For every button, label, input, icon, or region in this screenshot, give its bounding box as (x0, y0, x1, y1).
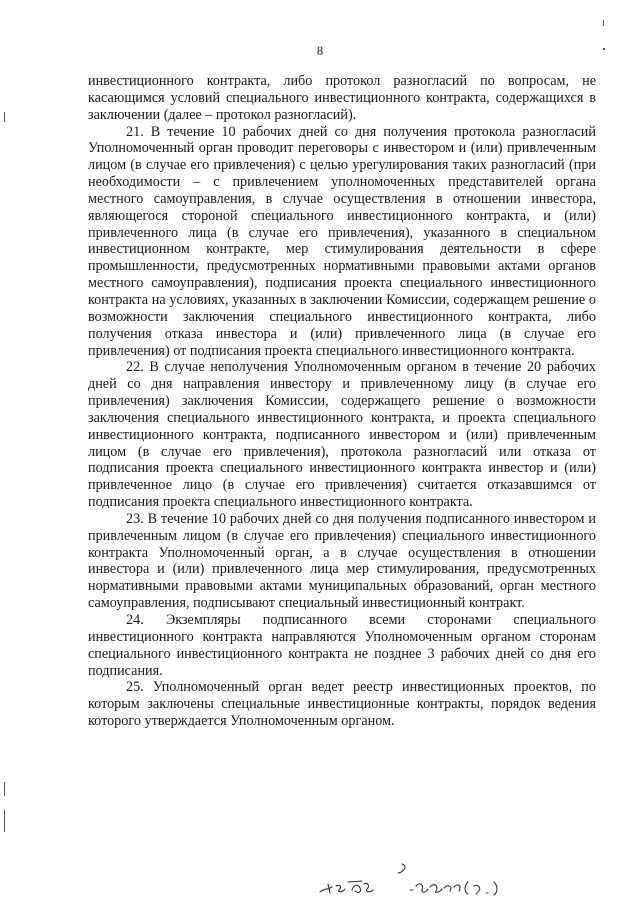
paragraph-23: 23. В течение 10 рабочих дней со дня получения подписанного инвестором и привлеченным лицом (в случае его привлечения) специального инвестиционного контракта Уполномоченный орган, а в случае осуществления в отношении инвестора и (или) привлеченного лица мер стимулирования, предусмотренных нормативными правовыми актами муниципальных образований, орган местного самоуправления, подписывают специальный инвестиционный контракт. (88, 510, 596, 612)
paragraph-24: 24. Экземпляры подписанного всеми сторонами специального инвестиционного контракта направляются Уполномоченным органом сторонам специального инвестиционного контракта не позднее 3 рабочих дней со дня его подписания. (88, 612, 596, 679)
scan-margin-mark (4, 782, 5, 796)
document-body (88, 73, 596, 730)
handwritten-signature (318, 860, 518, 900)
paragraph-continuation: инвестиционного контракта, либо протокол разногласий по вопросам, не касающимся условий специального инвестиционного контракта, содержащихся в заключении (далее – протокол разногласий). (88, 73, 596, 123)
paragraph-22: 22. В случае неполучения Уполномоченным органом в течение 20 рабочих дней со дня направления инвестору и привлеченному лицу (в случае его привлечения) заключения Комиссии, содержащего решение о возможности заключения специального инвестиционного контракта, и проекта специального инвестиционного контракта, подписанного инвестором и (или) привлеченным лицом (в случае его привлечения), протокола разногласий или отказа от подписания проекта специального инвестиционного контракта инвестор и (или) привлеченное лицо (в случае его привлечения) считается отказавшимся от подписания проекта специального инвестиционного контракта. (88, 359, 596, 511)
scan-margin-mark (603, 20, 604, 26)
page-number: 8 (316, 44, 324, 58)
paragraph-21: 21. В течение 10 рабочих дней со дня получения протокола разногласий Уполномоченный орган проводит переговоры с инвестором и (или) привлеченным лицом (в случае его привлечения) с целью урегулирования таких разногласий (при необходимости – с привлечением уполномоченных представителей органа местного самоуправления, в случае осуществления в отношении инвестора, являющегося стороной специального инвестиционного контракта, и (или) привлеченного лица (в случае его привлечения), указанного в специальном инвестиционном контракте, мер стимулирования деятельности в сфере промышленности, предусмотренных нормативными правовыми актами органов местного самоуправления), подписания проекта специального инвестиционного контракта на условиях, указанных в заключении Комиссии, содержащем решение о возможности заключения специального инвестиционного контракта, либо получения отказа инвестора и (или) привлеченного лица (в случае его привлечения) от подписания проекта специального инвестиционного контракта. (88, 123, 596, 359)
paragraph-25: 25. Уполномоченный орган ведет реестр инвестиционных проектов, по которым заключены специальные инвестиционные контракты, порядок ведения которого утверждается Уполномоченным органом. (88, 679, 596, 730)
scan-margin-mark (603, 48, 605, 50)
scan-margin-mark (4, 810, 5, 832)
scan-margin-mark (4, 112, 5, 122)
